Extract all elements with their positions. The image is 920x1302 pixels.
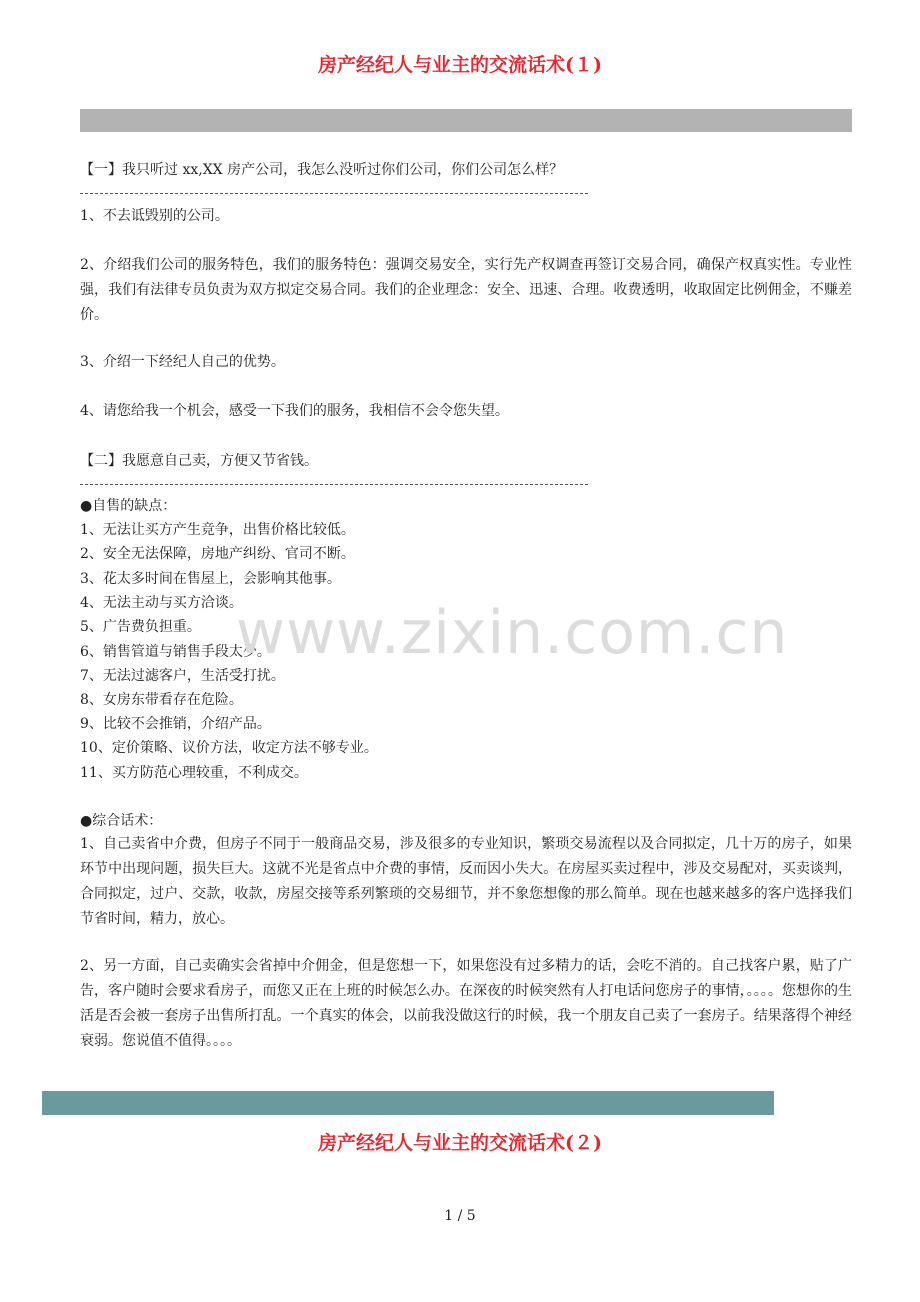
section1-answer-3: 3、介绍一下经纪人自己的优势。	[80, 354, 285, 370]
disadvantage-item: 8、女房东带看存在危险。	[80, 692, 243, 708]
section1-answer-2: 2、介绍我们公司的服务特色，我们的服务特色：强调交易安全，实行先产权调查再签订交易合同，确保产权真实性。专业性强，我们有法律专员负责为双方拟定交易合同。我们的企业理念：安全、迅速、合理。收费透明，收取固定比例佣金，不赚差价。	[80, 257, 852, 323]
disadvantage-item: 11、买方防范心理较重，不利成交。	[80, 765, 308, 781]
disadvantage-item: 6、销售管道与销售手段太少。	[80, 644, 271, 660]
watermark: www.zixin.com.cn	[236, 598, 789, 668]
page-number: 1 / 5	[444, 1208, 476, 1224]
scripts-heading: ●综合话术：	[80, 813, 163, 829]
header-divider-bar	[80, 109, 852, 132]
disadvantage-item: 4、无法主动与买方洽谈。	[80, 595, 243, 611]
disadvantage-item: 1、无法让买方产生竞争，出售价格比较低。	[80, 522, 355, 538]
disadvantages-heading: ●自售的缺点：	[80, 498, 177, 514]
disadvantage-item: 9、比较不会推销，介绍产品。	[80, 716, 271, 732]
disadvantage-item: 5、广告费负担重。	[80, 619, 201, 635]
disadvantage-item: 7、无法过滤客户，生活受打扰。	[80, 668, 285, 684]
disadvantage-item: 3、花太多时间在售屋上，会影响其他事。	[80, 571, 341, 587]
section2-question: 【二】我愿意自己卖，方便又节省钱。	[80, 453, 318, 469]
disadvantage-item: 2、安全无法保障，房地产纠纷、官司不断。	[80, 546, 355, 562]
section1-answer-1: 1、不去诋毁别的公司。	[80, 208, 229, 224]
dashed-separator	[80, 193, 588, 194]
section1-answer-4: 4、请您给我一个机会，感受一下我们的服务，我相信不会令您失望。	[80, 403, 509, 419]
section-divider-bar	[42, 1091, 774, 1115]
section1-question: 【一】我只听过 xx,XX 房产公司，我怎么没听过你们公司，你们公司怎么样？	[80, 162, 564, 178]
disadvantage-item: 10、定价策略、议价方法，收定方法不够专业。	[80, 740, 378, 756]
script-paragraph-1: 1、自己卖省中介费，但房子不同于一般商品交易，涉及很多的专业知识，繁琐交易流程以及合同拟定，几十万的房子，如果环节中出现问题，损失巨大。这就不光是省点中介费的事情，反而因小失大。在房屋买卖过程中，涉及交易配对，买卖谈判，合同拟定，过户、交款，收款，房屋交接等系列繁琐的交易细节，并不象您想像的那么简单。现在也越来越多的客户选择我们节省时间，精力，放心。	[80, 836, 852, 927]
script-paragraph-2: 2、另一方面，自己卖确实会省掉中介佣金，但是您想一下，如果您没有过多精力的话，会吃不消的。自己找客户累，贴了广告，客户随时会要求看房子，而您又正在上班的时候怎么办。在深夜的时候突然有人打电话问您房子的事情，。。。。您想你的生活是否会被一套房子出售所打乱。一个真实的体会，以前我没做这行的时候，我一个朋友自己卖了一套房子。结果落得个神经衰弱。您说值不值得。。。。	[80, 958, 852, 1049]
page-title: 房产经纪人与业主的交流话术(１)	[318, 54, 602, 76]
dashed-separator	[80, 484, 588, 485]
next-section-title: 房产经纪人与业主的交流话术(２)	[318, 1132, 602, 1154]
